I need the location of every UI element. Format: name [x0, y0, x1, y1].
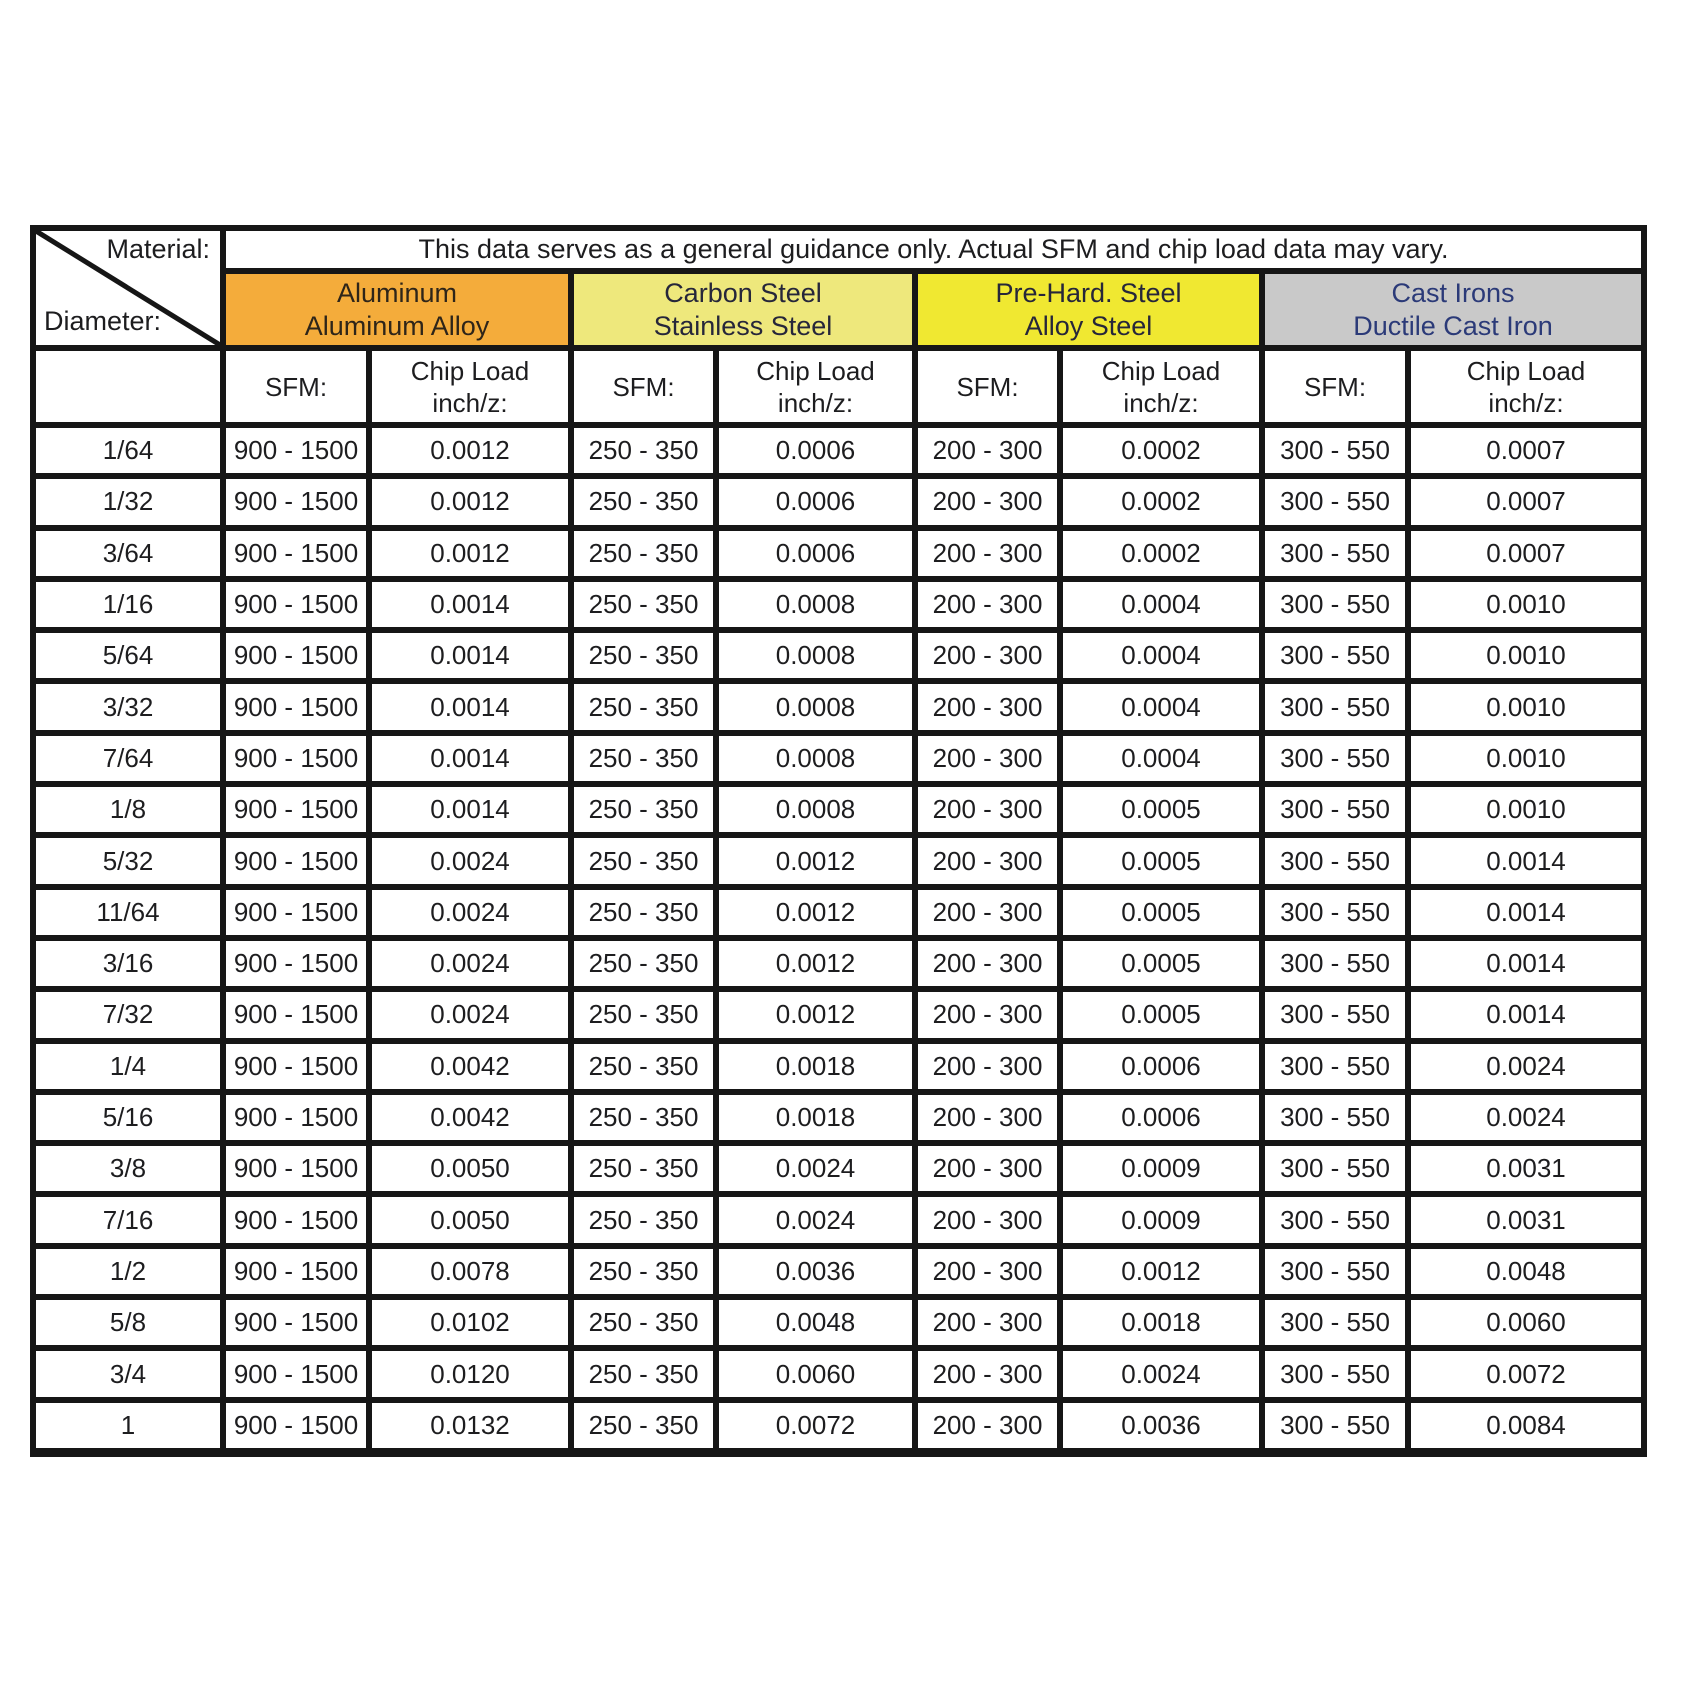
value-cell: 0.0006 [1063, 1044, 1259, 1089]
subheader-chipload-prehard-steel [1063, 351, 1259, 422]
value-cell: 0.0120 [372, 1351, 568, 1396]
value-cell: 0.0010 [1411, 684, 1641, 729]
group-header-line2: Ductile Cast Iron [1353, 310, 1553, 341]
value-cell: 300 - 550 [1265, 428, 1405, 473]
value-cell: 200 - 300 [918, 1300, 1057, 1345]
value-cell: 0.0009 [1063, 1146, 1259, 1191]
diameter-cell: 1/2 [36, 1249, 220, 1294]
value-cell: 900 - 1500 [226, 1044, 366, 1089]
value-cell: 300 - 550 [1265, 992, 1405, 1037]
value-cell: 300 - 550 [1265, 633, 1405, 678]
value-cell: 900 - 1500 [226, 890, 366, 935]
value-cell: 250 - 350 [574, 890, 713, 935]
value-cell: 200 - 300 [918, 633, 1057, 678]
value-cell: 0.0012 [372, 531, 568, 576]
value-cell: 250 - 350 [574, 1351, 713, 1396]
value-cell: 0.0012 [719, 890, 912, 935]
value-cell: 250 - 350 [574, 736, 713, 781]
value-cell: 0.0050 [372, 1197, 568, 1242]
value-cell: 250 - 350 [574, 838, 713, 883]
value-cell: 0.0014 [372, 736, 568, 781]
value-cell: 200 - 300 [918, 1095, 1057, 1140]
value-cell: 0.0004 [1063, 684, 1259, 729]
value-cell: 0.0006 [719, 428, 912, 473]
value-cell: 250 - 350 [574, 684, 713, 729]
group-header-carbon-steel [574, 274, 912, 345]
value-cell: 0.0018 [719, 1095, 912, 1140]
value-cell: 0.0006 [719, 531, 912, 576]
value-cell: 900 - 1500 [226, 633, 366, 678]
value-cell: 0.0010 [1411, 582, 1641, 627]
value-cell: 0.0006 [719, 479, 912, 524]
value-cell: 0.0010 [1411, 787, 1641, 832]
value-cell: 200 - 300 [918, 1351, 1057, 1396]
value-cell: 300 - 550 [1265, 1146, 1405, 1191]
value-cell: 0.0008 [719, 582, 912, 627]
value-cell: 0.0024 [1063, 1351, 1259, 1396]
value-cell: 0.0024 [1411, 1095, 1641, 1140]
value-cell: 300 - 550 [1265, 736, 1405, 781]
value-cell: 0.0072 [719, 1403, 912, 1448]
value-cell: 200 - 300 [918, 684, 1057, 729]
group-header-line1: Carbon Steel [664, 277, 822, 308]
group-header-line1: Cast Irons [1391, 277, 1515, 308]
value-cell: 0.0012 [372, 479, 568, 524]
value-cell: 200 - 300 [918, 736, 1057, 781]
diameter-cell: 5/32 [36, 838, 220, 883]
value-cell: 0.0005 [1063, 992, 1259, 1037]
value-cell: 0.0024 [719, 1146, 912, 1191]
value-cell: 0.0005 [1063, 838, 1259, 883]
value-cell: 0.0004 [1063, 633, 1259, 678]
value-cell: 200 - 300 [918, 1197, 1057, 1242]
value-cell: 200 - 300 [918, 1044, 1057, 1089]
value-cell: 0.0031 [1411, 1197, 1641, 1242]
guidance-note: This data serves as a general guidance only. Actual SFM and chip load data may vary. [226, 231, 1641, 268]
value-cell: 200 - 300 [918, 1403, 1057, 1448]
subheader-sfm-carbon-steel: SFM: [574, 351, 713, 422]
value-cell: 0.0014 [372, 582, 568, 627]
chipload-line2: inch/z: [1488, 387, 1564, 418]
value-cell: 300 - 550 [1265, 941, 1405, 986]
value-cell: 0.0012 [719, 838, 912, 883]
value-cell: 0.0102 [372, 1300, 568, 1345]
value-cell: 900 - 1500 [226, 838, 366, 883]
value-cell: 900 - 1500 [226, 1403, 366, 1448]
value-cell: 250 - 350 [574, 787, 713, 832]
value-cell: 250 - 350 [574, 1403, 713, 1448]
chipload-line1: Chip Load [1466, 355, 1586, 386]
chipload-line2: inch/z: [777, 387, 854, 418]
value-cell: 200 - 300 [918, 890, 1057, 935]
group-header-line1: Pre-Hard. Steel [995, 277, 1182, 308]
subheader-chipload-carbon-steel [719, 351, 912, 422]
value-cell: 900 - 1500 [226, 684, 366, 729]
value-cell: 0.0042 [372, 1095, 568, 1140]
diameter-cell: 1/8 [36, 787, 220, 832]
value-cell: 0.0031 [1411, 1146, 1641, 1191]
value-cell: 300 - 550 [1265, 684, 1405, 729]
diameter-cell: 1/64 [36, 428, 220, 473]
value-cell: 0.0008 [719, 736, 912, 781]
value-cell: 0.0014 [1411, 838, 1641, 883]
value-cell: 250 - 350 [574, 633, 713, 678]
subheader-sfm-cast-irons: SFM: [1265, 351, 1405, 422]
diameter-cell: 1 [36, 1403, 220, 1448]
value-cell: 0.0014 [1411, 992, 1641, 1037]
value-cell: 0.0006 [1063, 1095, 1259, 1140]
value-cell: 0.0048 [719, 1300, 912, 1345]
value-cell: 0.0008 [719, 787, 912, 832]
value-cell: 250 - 350 [574, 1300, 713, 1345]
value-cell: 0.0050 [372, 1146, 568, 1191]
diameter-cell: 3/8 [36, 1146, 220, 1191]
diameter-cell: 7/16 [36, 1197, 220, 1242]
diameter-cell: 5/16 [36, 1095, 220, 1140]
value-cell: 0.0024 [372, 890, 568, 935]
value-cell: 200 - 300 [918, 531, 1057, 576]
value-cell: 300 - 550 [1265, 838, 1405, 883]
diameter-cell: 3/64 [36, 531, 220, 576]
subheader-chipload-cast-irons [1411, 351, 1641, 422]
value-cell: 0.0005 [1063, 787, 1259, 832]
value-cell: 300 - 550 [1265, 531, 1405, 576]
value-cell: 250 - 350 [574, 1146, 713, 1191]
value-cell: 250 - 350 [574, 1197, 713, 1242]
value-cell: 0.0042 [372, 1044, 568, 1089]
value-cell: 900 - 1500 [226, 479, 366, 524]
value-cell: 900 - 1500 [226, 531, 366, 576]
diameter-cell: 11/64 [36, 890, 220, 935]
value-cell: 300 - 550 [1265, 1403, 1405, 1448]
value-cell: 300 - 550 [1265, 1249, 1405, 1294]
value-cell: 0.0007 [1411, 479, 1641, 524]
diameter-cell: 3/16 [36, 941, 220, 986]
value-cell: 200 - 300 [918, 992, 1057, 1037]
group-header-prehard-steel [918, 274, 1259, 345]
value-cell: 900 - 1500 [226, 1095, 366, 1140]
value-cell: 0.0060 [1411, 1300, 1641, 1345]
value-cell: 0.0008 [719, 684, 912, 729]
diameter-cell: 1/16 [36, 582, 220, 627]
value-cell: 0.0010 [1411, 736, 1641, 781]
value-cell: 0.0009 [1063, 1197, 1259, 1242]
value-cell: 900 - 1500 [226, 582, 366, 627]
value-cell: 0.0004 [1063, 582, 1259, 627]
value-cell: 200 - 300 [918, 1249, 1057, 1294]
value-cell: 250 - 350 [574, 1095, 713, 1140]
value-cell: 0.0018 [719, 1044, 912, 1089]
diameter-cell: 5/64 [36, 633, 220, 678]
value-cell: 250 - 350 [574, 1249, 713, 1294]
value-cell: 200 - 300 [918, 1146, 1057, 1191]
value-cell: 0.0002 [1063, 428, 1259, 473]
value-cell: 300 - 550 [1265, 1300, 1405, 1345]
chipload-line1: Chip Load [410, 355, 530, 386]
value-cell: 0.0012 [1063, 1249, 1259, 1294]
value-cell: 0.0012 [719, 992, 912, 1037]
corner-cell [36, 231, 220, 345]
group-header-line2: Stainless Steel [653, 310, 833, 341]
value-cell: 0.0024 [1411, 1044, 1641, 1089]
group-header-line2: Alloy Steel [1024, 310, 1153, 341]
value-cell: 300 - 550 [1265, 1351, 1405, 1396]
value-cell: 900 - 1500 [226, 1146, 366, 1191]
diameter-cell: 7/32 [36, 992, 220, 1037]
speeds-feeds-table [30, 225, 1647, 1457]
value-cell: 900 - 1500 [226, 1249, 366, 1294]
value-cell: 0.0048 [1411, 1249, 1641, 1294]
value-cell: 900 - 1500 [226, 428, 366, 473]
value-cell: 0.0007 [1411, 428, 1641, 473]
value-cell: 200 - 300 [918, 941, 1057, 986]
value-cell: 900 - 1500 [226, 1351, 366, 1396]
value-cell: 900 - 1500 [226, 1197, 366, 1242]
diameter-cell: 7/64 [36, 736, 220, 781]
value-cell: 900 - 1500 [226, 941, 366, 986]
diameter-cell: 1/32 [36, 479, 220, 524]
value-cell: 900 - 1500 [226, 1300, 366, 1345]
value-cell: 0.0014 [1411, 941, 1641, 986]
value-cell: 300 - 550 [1265, 1044, 1405, 1089]
value-cell: 0.0132 [372, 1403, 568, 1448]
value-cell: 0.0010 [1411, 633, 1641, 678]
value-cell: 300 - 550 [1265, 1095, 1405, 1140]
value-cell: 0.0078 [372, 1249, 568, 1294]
chipload-line2: inch/z: [1123, 387, 1199, 418]
diameter-cell: 1/4 [36, 1044, 220, 1089]
value-cell: 900 - 1500 [226, 736, 366, 781]
value-cell: 200 - 300 [918, 428, 1057, 473]
corner-material-label: Material: [106, 234, 210, 264]
value-cell: 300 - 550 [1265, 582, 1405, 627]
value-cell: 0.0018 [1063, 1300, 1259, 1345]
group-header-cast-irons [1265, 274, 1641, 345]
value-cell: 0.0005 [1063, 941, 1259, 986]
chipload-line1: Chip Load [756, 355, 875, 386]
group-header-aluminum [226, 274, 568, 345]
value-cell: 0.0060 [719, 1351, 912, 1396]
value-cell: 200 - 300 [918, 838, 1057, 883]
value-cell: 300 - 550 [1265, 787, 1405, 832]
value-cell: 0.0002 [1063, 479, 1259, 524]
value-cell: 250 - 350 [574, 479, 713, 524]
value-cell: 0.0024 [372, 992, 568, 1037]
diameter-cell: 3/4 [36, 1351, 220, 1396]
group-header-line1: Aluminum [336, 277, 458, 308]
value-cell: 0.0084 [1411, 1403, 1641, 1448]
value-cell: 0.0007 [1411, 531, 1641, 576]
value-cell: 0.0024 [719, 1197, 912, 1242]
subheader-chipload-aluminum [372, 351, 568, 422]
value-cell: 200 - 300 [918, 787, 1057, 832]
value-cell: 300 - 550 [1265, 479, 1405, 524]
value-cell: 200 - 300 [918, 582, 1057, 627]
value-cell: 0.0014 [372, 633, 568, 678]
value-cell: 300 - 550 [1265, 890, 1405, 935]
value-cell: 0.0024 [372, 838, 568, 883]
value-cell: 200 - 300 [918, 479, 1057, 524]
value-cell: 300 - 550 [1265, 1197, 1405, 1242]
value-cell: 0.0072 [1411, 1351, 1641, 1396]
value-cell: 0.0036 [1063, 1403, 1259, 1448]
value-cell: 0.0005 [1063, 890, 1259, 935]
value-cell: 250 - 350 [574, 941, 713, 986]
value-cell: 900 - 1500 [226, 992, 366, 1037]
value-cell: 250 - 350 [574, 531, 713, 576]
group-header-line2: Aluminum Alloy [304, 310, 490, 341]
value-cell: 0.0014 [372, 684, 568, 729]
chipload-line1: Chip Load [1101, 355, 1221, 386]
chipload-line2: inch/z: [432, 387, 508, 418]
diameter-cell: 3/32 [36, 684, 220, 729]
subheader-sfm-aluminum: SFM: [226, 351, 366, 422]
subheader-diameter-spacer [36, 351, 220, 422]
value-cell: 0.0012 [719, 941, 912, 986]
value-cell: 0.0014 [372, 787, 568, 832]
value-cell: 900 - 1500 [226, 787, 366, 832]
value-cell: 0.0002 [1063, 531, 1259, 576]
value-cell: 0.0024 [372, 941, 568, 986]
corner-diameter-label: Diameter: [44, 306, 162, 336]
value-cell: 250 - 350 [574, 1044, 713, 1089]
value-cell: 0.0008 [719, 633, 912, 678]
value-cell: 0.0012 [372, 428, 568, 473]
value-cell: 0.0004 [1063, 736, 1259, 781]
value-cell: 250 - 350 [574, 582, 713, 627]
value-cell: 250 - 350 [574, 428, 713, 473]
subheader-sfm-prehard-steel: SFM: [918, 351, 1057, 422]
diameter-cell: 5/8 [36, 1300, 220, 1345]
value-cell: 250 - 350 [574, 992, 713, 1037]
value-cell: 0.0014 [1411, 890, 1641, 935]
value-cell: 0.0036 [719, 1249, 912, 1294]
